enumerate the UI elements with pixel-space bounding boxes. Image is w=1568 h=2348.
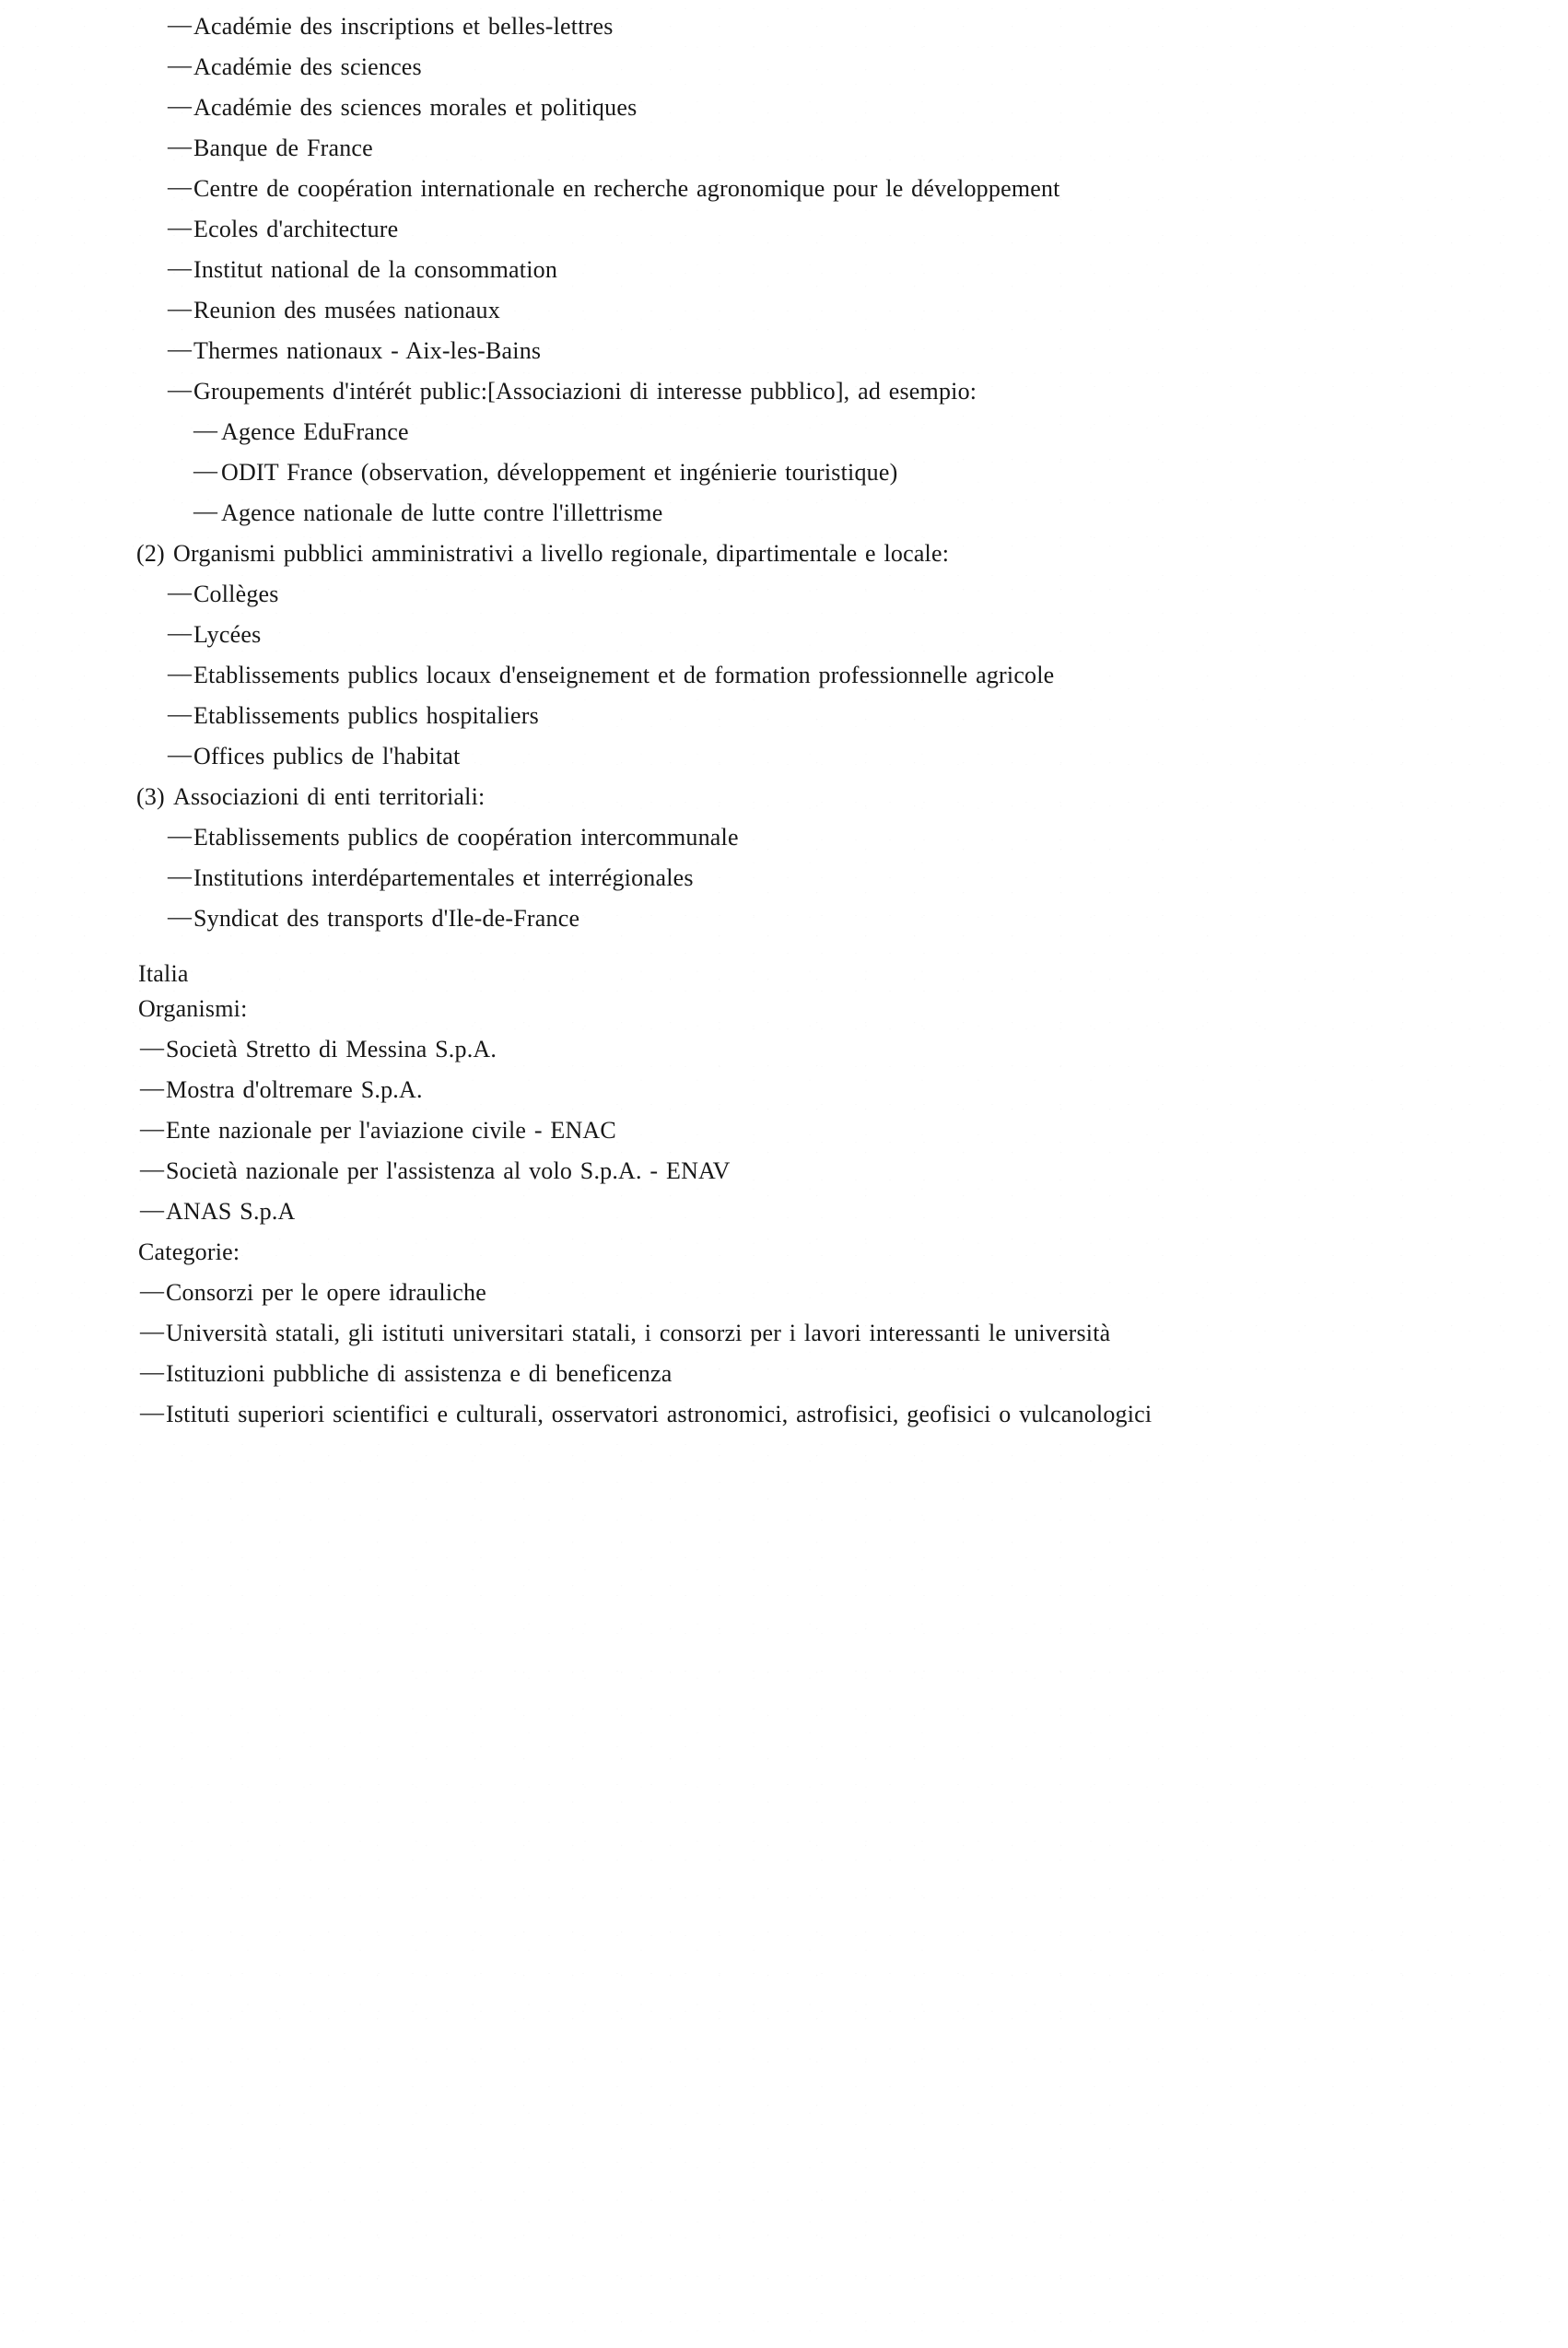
subheading-categorie: [0, 1239, 1568, 1266]
em-dash-marker: —: [168, 660, 193, 687]
em-dash-marker: —: [168, 822, 193, 849]
list-item: [0, 175, 1568, 203]
list-item: [0, 905, 1568, 933]
em-dash-marker: —: [193, 417, 218, 443]
list-item-label: Académie des sciences: [193, 53, 422, 80]
list-item-label: Thermes nationaux - Aix-les-Bains: [193, 337, 542, 364]
list-item: [0, 581, 1568, 608]
em-dash-marker: —: [168, 254, 193, 281]
list-item-label: Etablissements publics de coopération intercommunale: [193, 824, 739, 851]
list-item-label: Agence EduFrance: [221, 418, 409, 445]
list-item: [0, 337, 1568, 365]
list-item: [0, 1157, 1568, 1185]
em-dash-marker: —: [140, 1034, 165, 1061]
list-item: [0, 1036, 1568, 1063]
em-dash-marker: —: [168, 579, 193, 605]
em-dash-marker: —: [140, 1277, 165, 1304]
subheading-label: Organismi:: [138, 995, 248, 1022]
list-item-label: Banque de France: [193, 135, 373, 161]
em-dash-marker: —: [168, 173, 193, 200]
list-item-label: ANAS S.p.A: [166, 1198, 296, 1225]
list-item: [0, 1320, 1568, 1347]
country-heading-italia: [0, 960, 1568, 988]
em-dash-marker: —: [168, 903, 193, 930]
list-item: [0, 1198, 1568, 1226]
list-item: [0, 1076, 1568, 1104]
list-item: [0, 94, 1568, 122]
em-dash-marker: —: [168, 335, 193, 362]
section-title: Organismi pubblici amministrativi a livello regionale, dipartimentale e locale:: [173, 540, 950, 567]
em-dash-marker: —: [140, 1156, 165, 1182]
list-item-label: Università statali, gli istituti universitari statali, i consorzi per i lavori interessanti le università: [166, 1320, 1111, 1346]
list-item-label: Collèges: [193, 581, 279, 607]
em-dash-marker: —: [140, 1196, 165, 1223]
em-dash-marker: —: [140, 1074, 165, 1101]
section-number: (2): [136, 540, 165, 567]
list-item-label: Etablissements publics hospitaliers: [193, 702, 539, 729]
list-item-gip-heading: [0, 378, 1568, 405]
list-item-label: Lycées: [193, 621, 262, 648]
em-dash-marker: —: [168, 863, 193, 889]
em-dash-marker: —: [168, 376, 193, 403]
em-dash-marker: —: [168, 619, 193, 646]
list-item-label: Società nazionale per l'assistenza al volo S.p.A. - ENAV: [166, 1157, 731, 1184]
em-dash-marker: —: [193, 457, 218, 484]
em-dash-marker: —: [140, 1399, 165, 1426]
em-dash-marker: —: [168, 133, 193, 159]
em-dash-marker: —: [140, 1358, 165, 1385]
list-item-label: Ente nazionale per l'aviazione civile - ENAC: [166, 1117, 616, 1144]
list-item: [0, 864, 1568, 892]
em-dash-marker: —: [168, 700, 193, 727]
em-dash-marker: —: [168, 92, 193, 119]
list-item: [0, 499, 1568, 527]
list-item: [0, 418, 1568, 446]
list-item: [0, 216, 1568, 243]
list-item: [0, 1279, 1568, 1307]
list-item: [0, 1117, 1568, 1145]
list-item-label: Istituti superiori scientifici e culturali, osservatori astronomici, astrofisici, geofisici o vulcanologici: [166, 1401, 1153, 1427]
list-item-label: Syndicat des transports d'Ile-de-France: [193, 905, 580, 932]
list-item: [0, 459, 1568, 487]
subheading-organismi: [0, 995, 1568, 1023]
list-item-label: Etablissements publics locaux d'enseignement et de formation professionnelle agricole: [193, 662, 1055, 688]
list-item: [0, 662, 1568, 689]
section-number: (3): [136, 783, 165, 810]
section-heading-3: [0, 783, 1568, 811]
list-item: [0, 1360, 1568, 1388]
em-dash-marker: —: [168, 214, 193, 241]
list-item-label: Académie des sciences morales et politiques: [193, 94, 638, 121]
country-heading-label: Italia: [138, 960, 189, 987]
list-item: [0, 13, 1568, 41]
list-item-label: Institutions interdépartementales et interrégionales: [193, 864, 694, 891]
list-item: [0, 135, 1568, 162]
section-title: Associazioni di enti territoriali:: [173, 783, 486, 810]
list-item-label: Agence nationale de lutte contre l'illettrisme: [221, 499, 663, 526]
list-item-label: Istituzioni pubbliche di assistenza e di beneficenza: [166, 1360, 673, 1387]
list-item: [0, 743, 1568, 770]
list-item: [0, 53, 1568, 81]
em-dash-marker: —: [140, 1115, 165, 1142]
list-item-label: Mostra d'oltremare S.p.A.: [166, 1076, 423, 1103]
list-item: [0, 297, 1568, 324]
em-dash-marker: —: [140, 1318, 165, 1344]
section-heading-2: [0, 540, 1568, 568]
list-item: [0, 1401, 1568, 1428]
list-item: [0, 621, 1568, 649]
list-item: [0, 256, 1568, 284]
em-dash-marker: —: [168, 52, 193, 78]
list-item-label: Reunion des musées nationaux: [193, 297, 500, 323]
list-item-label: Offices publics de l'habitat: [193, 743, 461, 769]
em-dash-marker: —: [168, 295, 193, 322]
list-item-label: ODIT France (observation, développement et ingénierie touristique): [221, 459, 898, 486]
em-dash-marker: —: [168, 11, 193, 38]
list-item-label: Società Stretto di Messina S.p.A.: [166, 1036, 497, 1062]
em-dash-marker: —: [193, 498, 218, 524]
list-item-label: Consorzi per le opere idrauliche: [166, 1279, 486, 1306]
list-item-label: Institut national de la consommation: [193, 256, 558, 283]
list-item: [0, 824, 1568, 851]
list-item-label: Académie des inscriptions et belles-lettres: [193, 13, 614, 40]
subheading-label: Categorie:: [138, 1239, 240, 1265]
em-dash-marker: —: [168, 741, 193, 768]
list-item-label: Ecoles d'architecture: [193, 216, 399, 242]
list-item-label: Centre de coopération internationale en recherche agronomique pour le développement: [193, 175, 1060, 202]
list-item: [0, 702, 1568, 730]
gip-heading-label: Groupements d'intérét public:[Associazioni di interesse pubblico], ad esempio:: [193, 378, 977, 405]
